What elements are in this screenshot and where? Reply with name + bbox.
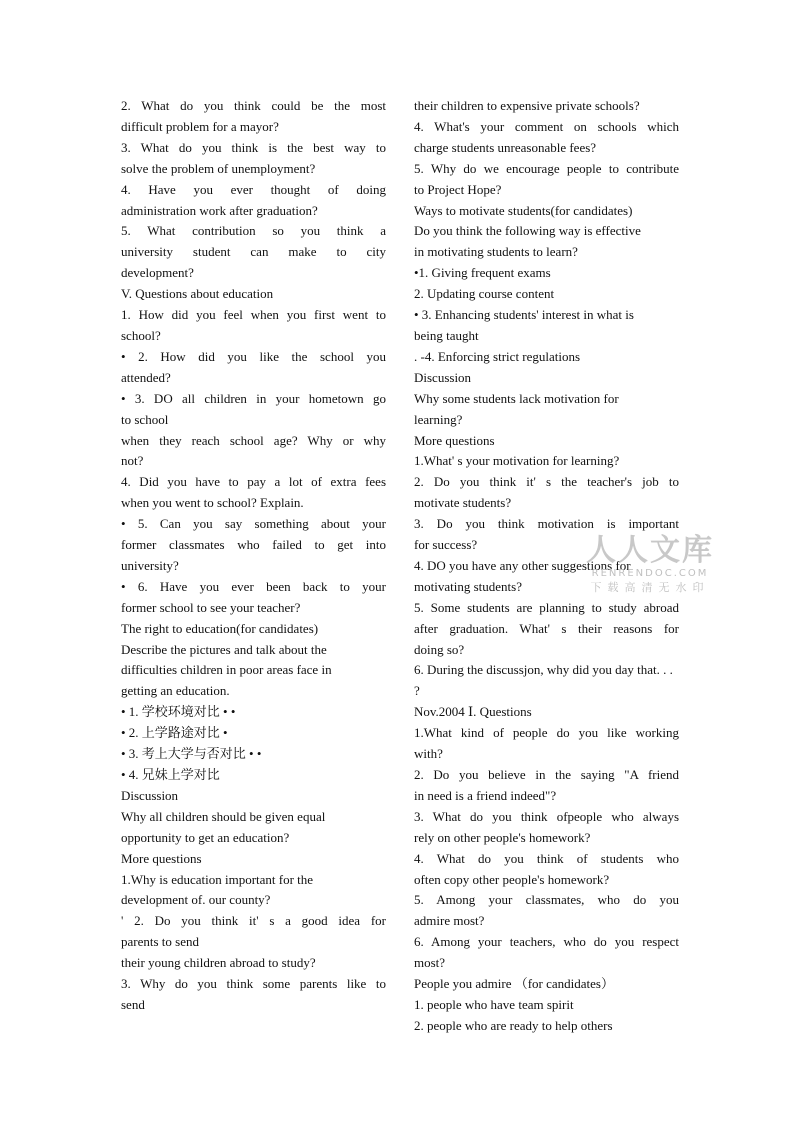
right-text-line: 4. What's your comment on schools which xyxy=(414,118,679,134)
left-text-line: former classmates who failed to get into xyxy=(121,537,386,553)
left-text-line: • 3. 考上大学与否对比 • • xyxy=(121,746,262,762)
right-text-line: 5. Some students are planning to study abroad xyxy=(414,599,679,615)
watermark-logo-text: 人人文库 xyxy=(586,533,714,568)
right-text-line: •1. Giving frequent exams xyxy=(414,265,551,281)
left-text-line: 1. How did you feel when you first went to xyxy=(121,307,386,323)
right-text-line: in motivating students to learn? xyxy=(414,244,578,260)
right-text-line: Do you think the following way is effective xyxy=(414,223,641,239)
watermark xyxy=(580,534,720,596)
left-text-line: former school to see your teacher? xyxy=(121,599,301,615)
right-text-line: for success? xyxy=(414,537,478,553)
right-text-line: doing so? xyxy=(414,641,465,657)
right-text-line: Ways to motivate students(for candidates) xyxy=(414,202,633,218)
left-text-line: not? xyxy=(121,453,144,469)
left-text-line: 4. Did you have to pay a lot of extra fees xyxy=(121,474,386,490)
right-text-line: with? xyxy=(414,746,443,762)
right-text-line: after graduation. What' s their reasons for xyxy=(414,620,679,636)
left-text-line: their young children abroad to study? xyxy=(121,955,316,971)
right-text-line: learning? xyxy=(414,411,463,427)
right-text-line: . -4. Enforcing strict regulations xyxy=(414,348,581,364)
right-text-line: admire most? xyxy=(414,913,485,929)
right-text-line: People you admire （for candidates） xyxy=(414,976,614,992)
right-text-line: in need is a friend indeed"? xyxy=(414,787,557,803)
right-text-line: Nov.2004 Ⅰ. Questions xyxy=(414,704,532,720)
right-text-line: 6. During the discussjon, why did you day that. . . ? xyxy=(414,662,673,699)
right-text-line: to Project Hope? xyxy=(414,181,502,197)
right-text-line: 5. Among your classmates, who do you xyxy=(414,892,679,908)
right-text-line: motivate students? xyxy=(414,495,512,511)
left-text-line: V. Questions about education xyxy=(121,286,274,302)
left-text-line: Why all children should be given equal xyxy=(121,808,326,824)
right-text-line: 4. What do you think of students who xyxy=(414,850,679,866)
left-text-line: getting an education. xyxy=(121,683,230,699)
left-text-line: university student can make to city xyxy=(121,244,386,260)
left-text-line: development of. our county? xyxy=(121,892,271,908)
left-text-line: • 6. Have you ever been back to your xyxy=(121,578,386,594)
left-text-line: opportunity to get an education? xyxy=(121,829,290,845)
left-text-line: • 2. How did you like the school you xyxy=(121,348,386,364)
left-text-line: difficult problem for a mayor? xyxy=(121,118,279,134)
left-text-line: • 4. 兄妹上学对比 xyxy=(121,767,220,782)
left-text-line: attended? xyxy=(121,369,171,385)
right-text-line: Discussion xyxy=(414,369,472,385)
right-text-line: being taught xyxy=(414,327,479,343)
left-text-line: when you went to school? Explain. xyxy=(121,495,304,511)
left-text-line: 2. What do you think could be the most xyxy=(121,98,386,113)
left-text-line: • 1. 学校环境对比 • • xyxy=(121,704,236,720)
right-text-line: 4. DO you have any other suggestions for xyxy=(414,557,631,573)
right-text-line: • 3. Enhancing students' interest in what is xyxy=(414,307,634,323)
right-text-line: most? xyxy=(414,955,446,971)
right-text-line: More questions xyxy=(414,432,495,448)
right-text-line: 1. people who have team spirit xyxy=(414,996,574,1012)
watermark-domain: RENRENDOC.COM xyxy=(591,568,709,579)
left-text-line: Describe the pictures and talk about the xyxy=(121,641,327,657)
right-text-line: motivating students? xyxy=(414,578,522,594)
right-text-line: 6. Among your teachers, who do you respect xyxy=(414,934,679,950)
right-text-line: 3. Do you think motivation is important xyxy=(414,516,679,532)
left-text-line: 5. What contribution so you think a xyxy=(121,223,386,239)
right-text-line: rely on other people's homework? xyxy=(414,829,591,845)
right-text-line: 2. Do you believe in the saying "A friend xyxy=(414,767,679,782)
left-text-line: 3. What do you think is the best way to xyxy=(121,139,386,155)
left-text-line: 4. Have you ever thought of doing xyxy=(121,181,386,197)
left-text-line: when they reach school age? Why or why xyxy=(121,432,386,448)
right-text-line: 2. Do you think it' s the teacher's job to xyxy=(414,474,679,490)
left-column xyxy=(121,96,386,1016)
left-text-line: • 3. DO all children in your hometown go xyxy=(121,390,386,406)
left-text-line: • 2. 上学路途对比 • xyxy=(121,725,228,741)
right-text-line: 1.What kind of people do you like working xyxy=(414,725,679,741)
left-text-line: university? xyxy=(121,557,179,573)
right-text-line: their children to expensive private schools? xyxy=(414,98,640,113)
left-text-line: More questions xyxy=(121,850,202,866)
right-text-line: 5. Why do we encourage people to contribute xyxy=(414,160,679,176)
left-text-line: solve the problem of unemployment? xyxy=(121,160,316,176)
right-text-line: often copy other people's homework? xyxy=(414,871,610,887)
left-text-line: administration work after graduation? xyxy=(121,202,318,218)
left-text-line: Discussion xyxy=(121,787,179,803)
left-text-line: difficulties children in poor areas face in xyxy=(121,662,332,678)
left-text-line: school? xyxy=(121,327,161,343)
right-text-line: 2. Updating course content xyxy=(414,286,555,302)
left-text-line: 3. Why do you think some parents like to xyxy=(121,976,386,992)
right-text-line: 2. people who are ready to help others xyxy=(414,1017,613,1033)
left-text-line: 1.Why is education important for the xyxy=(121,871,314,887)
left-text-line: development? xyxy=(121,265,194,281)
right-text-line: Why some students lack motivation for xyxy=(414,390,619,406)
left-text-line: send xyxy=(121,996,145,1012)
right-text-line: 3. What do you think ofpeople who always xyxy=(414,808,679,824)
watermark-slogan: 下载高清无水印 xyxy=(590,581,710,594)
right-text-line: charge students unreasonable fees? xyxy=(414,139,597,155)
left-text-line: • 5. Can you say something about your xyxy=(121,516,386,532)
left-text-line: to school xyxy=(121,411,169,427)
left-text-line: ' 2. Do you think it' s a good idea for xyxy=(121,913,386,929)
left-text-line: parents to send xyxy=(121,934,199,950)
right-text-line: 1.What' s your motivation for learning? xyxy=(414,453,620,469)
left-text-line: The right to education(for candidates) xyxy=(121,620,319,636)
